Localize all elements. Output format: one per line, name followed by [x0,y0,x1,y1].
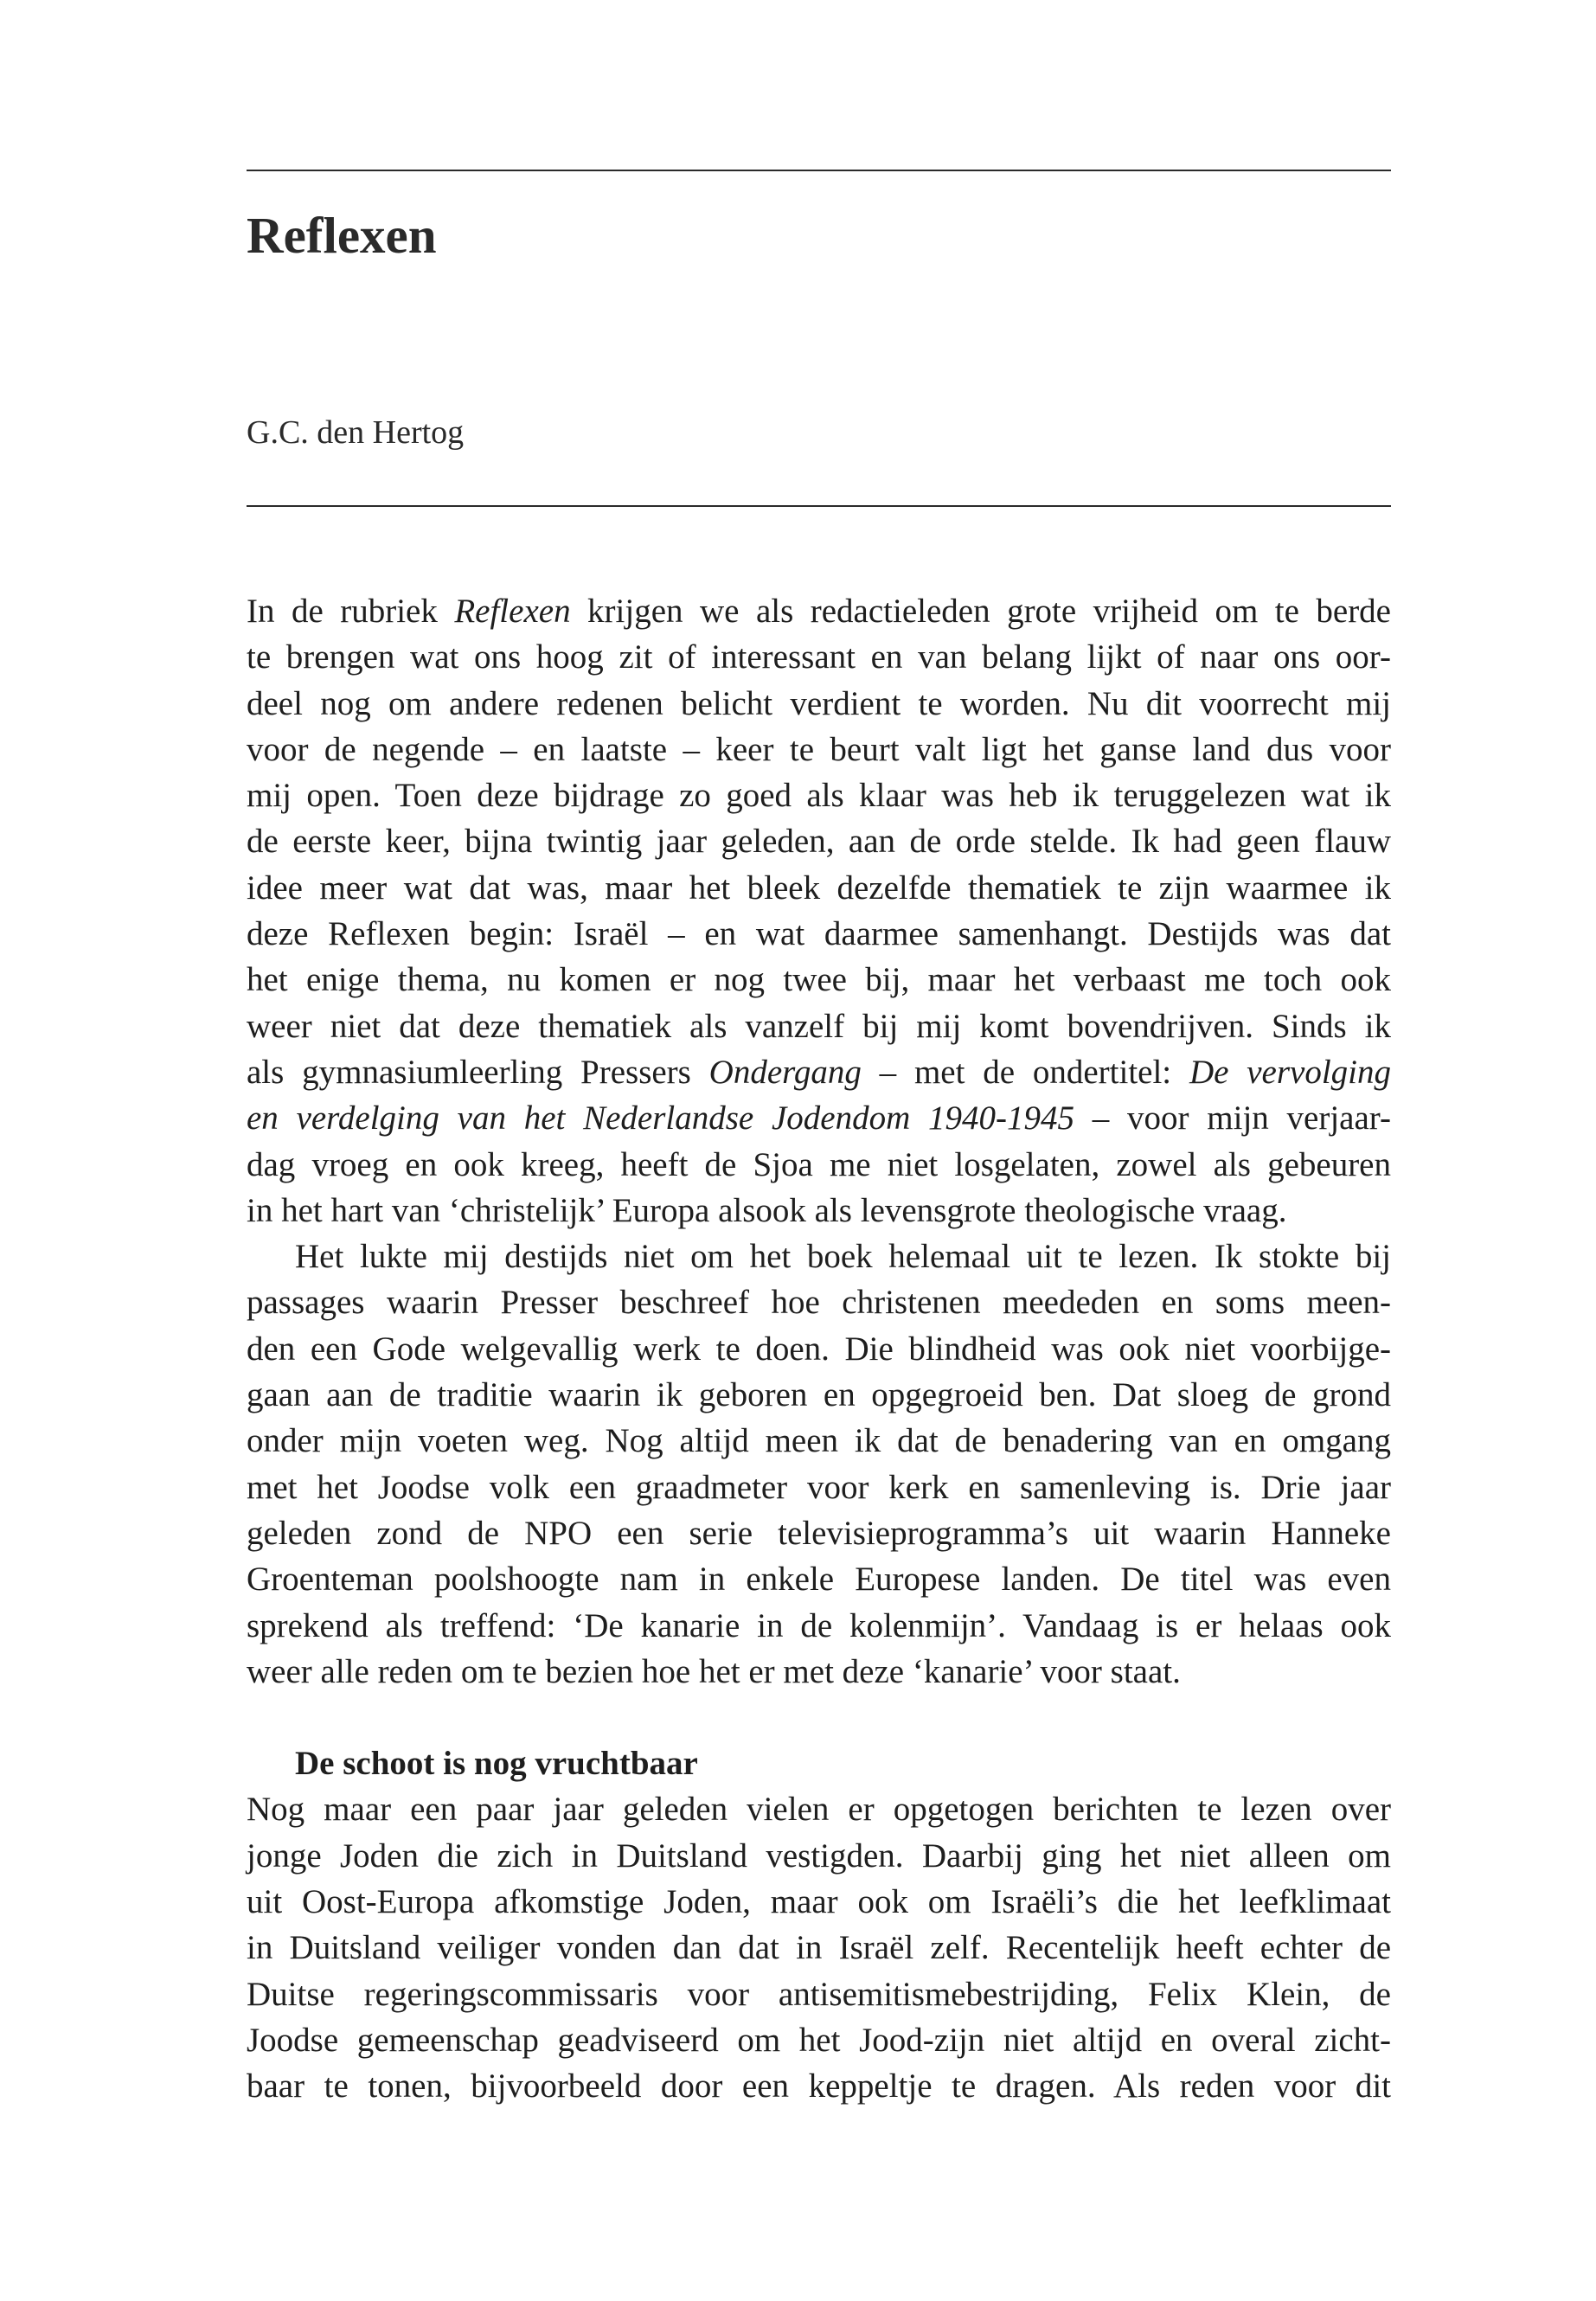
text-run: mij open. Toen deze bijdrage zo goed als klaar was heb ik teruggelezen wat ik [247,777,1391,815]
text-run: uit Oost-Europa afkomstige Joden, maar ook om Israëli’s die het leefklimaat [247,1883,1391,1921]
text-run: te brengen wat ons hoog zit of interessant en van belang lijkt of naar ons oor- [247,638,1391,676]
text-run: sprekend als treffend: ‘De kanarie in de kolenmijn’. Vandaag is er helaas ook [247,1606,1391,1644]
text-run: Nog maar een paar jaar geleden vielen er opgetogen berichten te lezen over [247,1791,1391,1829]
text-run: weer alle reden om te bezien hoe het er met deze ‘kanarie’ voor staat. [247,1652,1181,1690]
text-line [247,681,1391,727]
text-run: deze Reflexen begin: Israël – en wat daarmee samenhangt. Destijds was dat [247,915,1391,953]
text-line [247,1465,1391,1510]
text-line [247,1188,1391,1234]
paragraph-1 [247,588,1391,1234]
text-line [247,1234,1391,1279]
text-line [247,1003,1391,1049]
italic-run: De vervolging [1189,1053,1392,1091]
text-run: den een Gode welgevallig werk te doen. Die blindheid was ook niet voorbijge- [247,1330,1391,1368]
text-run: geleden zond de NPO een serie televisieprogramma’s uit waarin Hanneke [247,1514,1391,1552]
text-line [247,2063,1391,2109]
text-run: Joodse gemeenschap geadviseerd om het Jood-zijn niet altijd en overal zicht- [247,2021,1391,2059]
text-line [247,1971,1391,2017]
text-run: idee meer wat dat was, maar het bleek dezelfde thematiek te zijn waarmee ik [247,868,1391,907]
text-run: Groenteman poolshoogte nam in enkele Europese landen. De titel was even [247,1561,1391,1599]
text-run: gaan aan de traditie waarin ik geboren en opgegroeid ben. Dat sloeg de grond [247,1376,1391,1414]
text-run: het enige thema, nu komen er nog twee bij, maar het verbaast me toch ook [247,961,1391,999]
paragraph-3 [247,1786,1391,2109]
text-run: Duitse regeringscommissaris voor antisemitismebestrijding, Felix Klein, de [247,1975,1391,2013]
text-run: de eerste keer, bijna twintig jaar geleden, aan de orde stelde. Ik had geen flauw [247,823,1391,861]
italic-run: Reflexen [454,593,571,630]
text-line [247,588,1391,634]
text-line [247,1786,1391,1832]
text-line [247,1049,1391,1095]
article-body [247,588,1391,2110]
text-run: – voor mijn verjaar- [1074,1099,1391,1138]
article-title: Reflexen [247,207,437,264]
italic-run: Ondergang [708,1053,862,1091]
text-line [247,634,1391,680]
text-run: Het lukte mij destijds niet om het boek helemaal uit te lezen. Ik stokte bij [295,1238,1391,1276]
text-line [247,911,1391,957]
article-author: G.C. den Hertog [247,414,465,451]
text-line [247,1556,1391,1602]
text-line [247,1925,1391,1971]
text-line [247,1833,1391,1879]
text-line [247,818,1391,864]
text-line [247,1142,1391,1188]
text-line [247,1649,1391,1695]
text-run: in Duitsland veiliger vonden dan dat in Israël zelf. Recentelijk heeft echter de [247,1929,1391,1967]
text-run: – met de ondertitel: [861,1053,1189,1091]
text-run: dag vroeg en ook kreeg, heeft de Sjoa me niet losgelaten, zowel als gebeuren [247,1145,1391,1183]
text-line [247,1279,1391,1325]
italic-run: en verdelging van het Nederlandse Jodendom 1940-1945 [247,1099,1075,1138]
text-line [247,1095,1391,1141]
text-run: voor de negende – en laatste – keer te beurt valt ligt het ganse land dus voor [247,730,1391,768]
text-line [247,1372,1391,1418]
top-rule [247,170,1391,171]
text-run: als gymnasiumleerling Pressers [247,1053,709,1091]
text-run: baar te tonen, bijvoorbeeld door een keppeltje te dragen. Als reden voor dit [247,2067,1391,2106]
text-line [247,772,1391,818]
text-line [247,2017,1391,2063]
text-line [247,727,1391,772]
text-run: met het Joodse volk een graadmeter voor kerk en samenleving is. Drie jaar [247,1468,1391,1506]
text-line [247,865,1391,911]
text-line [247,1418,1391,1464]
text-line [247,1603,1391,1649]
section-gap [247,1695,1391,1740]
text-run: onder mijn voeten weg. Nog altijd meen ik dat de benadering van en omgang [247,1422,1391,1460]
text-run: in het hart van ‘christelijk’ Europa alsook als levensgrote theologische vraag. [247,1191,1287,1229]
text-run: passages waarin Presser beschreef hoe christenen meededen en soms meen- [247,1284,1391,1322]
text-line [247,1326,1391,1372]
text-line [247,957,1391,1003]
text-run: weer niet dat deze thematiek als vanzelf bij mij komt bovendrijven. Sinds ik [247,1007,1391,1045]
text-line [247,1879,1391,1925]
text-run: krijgen we als redactieleden grote vrijheid om te berde [570,593,1391,630]
text-run: deel nog om andere redenen belicht verdient te worden. Nu dit voorrecht mij [247,684,1391,722]
text-run: In de rubriek [247,593,455,630]
section-heading: De schoot is nog vruchtbaar [295,1745,698,1783]
text-run: jonge Joden die zich in Duitsland vestigden. Daarbij ging het niet alleen om [247,1836,1391,1875]
header-divider [247,505,1391,507]
paragraph-2 [247,1234,1391,1695]
text-line [247,1510,1391,1556]
